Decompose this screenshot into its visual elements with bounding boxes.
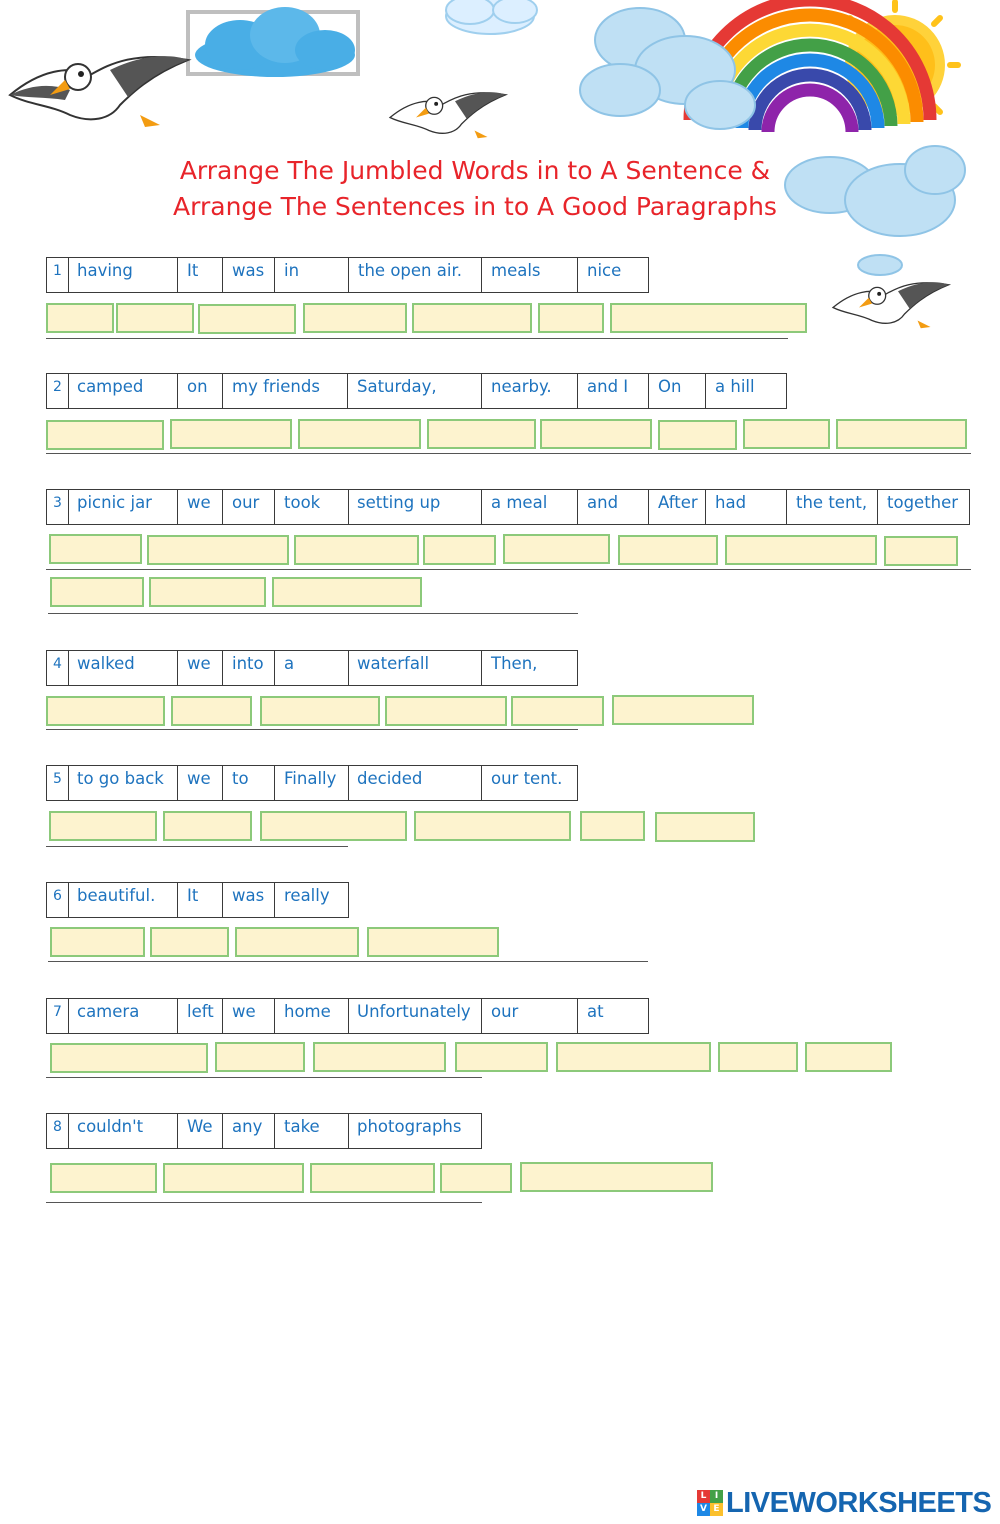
answer-drop-box[interactable] (520, 1162, 713, 1192)
jumbled-word[interactable]: and (578, 490, 649, 524)
answer-drop-box[interactable] (147, 535, 289, 565)
answer-drop-box[interactable] (580, 811, 645, 841)
jumbled-word[interactable]: in (275, 258, 349, 292)
jumbled-word[interactable]: on (178, 374, 223, 408)
jumbled-word[interactable]: at (587, 1002, 604, 1021)
jumbled-word[interactable]: we (178, 490, 223, 524)
logo-letter: E (710, 1503, 723, 1516)
logo-text: LIVEWORKSHEETS (726, 1486, 992, 1519)
word-bank-row-4 (46, 650, 578, 686)
jumbled-word[interactable]: photographs (357, 1117, 462, 1136)
jumbled-word[interactable]: my friends (223, 374, 348, 408)
jumbled-word[interactable]: Unfortunately (348, 999, 482, 1033)
word-bank-row-5 (46, 765, 578, 801)
answer-drop-box[interactable] (303, 303, 407, 333)
jumbled-word[interactable]: nearby. (482, 374, 578, 408)
jumbled-word[interactable]: waterfall (348, 651, 482, 685)
liveworksheets-logo (697, 1486, 991, 1520)
jumbled-word[interactable]: really (284, 886, 330, 905)
jumbled-word[interactable]: Saturday, (348, 374, 482, 408)
jumbled-word[interactable]: was (223, 883, 275, 917)
jumbled-word[interactable]: a hill (715, 377, 755, 396)
jumbled-word[interactable]: and I (578, 374, 649, 408)
answer-drop-box[interactable] (215, 1042, 305, 1072)
jumbled-word[interactable]: had (706, 490, 787, 524)
answer-drop-box[interactable] (655, 812, 755, 842)
answer-drop-box[interactable] (50, 577, 144, 607)
jumbled-word[interactable]: We (178, 1114, 223, 1148)
answer-underline (46, 569, 971, 570)
jumbled-word[interactable]: we (223, 999, 275, 1033)
answer-drop-box[interactable] (367, 927, 499, 957)
jumbled-word[interactable]: picnic jar (68, 490, 178, 524)
jumbled-word[interactable]: a (275, 651, 349, 685)
answer-underline (46, 453, 971, 454)
title-line-1: Arrange The Jumbled Words in to A Sentence & (179, 156, 771, 185)
row-number: 1 (47, 258, 69, 292)
row-number: 4 (47, 651, 69, 685)
jumbled-word[interactable]: setting up (348, 490, 482, 524)
word-bank-row-1 (46, 257, 649, 293)
answer-drop-box[interactable] (618, 535, 718, 565)
word-bank-row-7 (46, 998, 649, 1034)
answer-drop-box[interactable] (49, 534, 142, 564)
answer-drop-box[interactable] (46, 696, 165, 726)
answer-drop-box[interactable] (805, 1042, 892, 1072)
answer-drop-box[interactable] (511, 696, 604, 726)
answer-drop-box[interactable] (46, 303, 114, 333)
answer-drop-box[interactable] (718, 1042, 798, 1072)
answer-underline (46, 1077, 482, 1078)
answer-drop-box[interactable] (540, 419, 652, 449)
answer-drop-box[interactable] (260, 811, 407, 841)
answer-drop-box[interactable] (313, 1042, 446, 1072)
jumbled-word[interactable]: was (223, 258, 275, 292)
answer-underline (48, 961, 648, 962)
jumbled-word[interactable]: we (178, 651, 223, 685)
jumbled-word[interactable]: the tent, (787, 490, 878, 524)
answer-drop-box[interactable] (260, 696, 380, 726)
answer-underline (46, 846, 348, 847)
jumbled-word[interactable]: Finally (275, 766, 349, 800)
answer-drop-box[interactable] (46, 420, 164, 450)
logo-letter: V (697, 1503, 710, 1516)
answer-drop-box[interactable] (556, 1042, 711, 1072)
answer-drop-box[interactable] (412, 303, 532, 333)
answer-drop-box[interactable] (150, 927, 229, 957)
jumbled-word[interactable]: our (482, 999, 578, 1033)
jumbled-word[interactable]: to (223, 766, 275, 800)
answer-drop-box[interactable] (163, 811, 252, 841)
answer-drop-box[interactable] (414, 811, 571, 841)
jumbled-word[interactable]: It (178, 883, 223, 917)
answer-drop-box[interactable] (235, 927, 359, 957)
logo-letter: L (697, 1490, 710, 1503)
jumbled-word[interactable]: After (649, 490, 706, 524)
jumbled-word[interactable]: couldn't (68, 1114, 178, 1148)
answer-drop-box[interactable] (423, 535, 496, 565)
answer-underline (48, 613, 578, 614)
jumbled-word[interactable]: home (275, 999, 349, 1033)
jumbled-word[interactable]: On (649, 374, 706, 408)
jumbled-word[interactable]: Then, (491, 654, 538, 673)
answer-drop-box[interactable] (610, 303, 807, 333)
answer-drop-box[interactable] (298, 419, 421, 449)
answer-drop-box[interactable] (440, 1163, 512, 1193)
answer-underline (46, 729, 578, 730)
jumbled-word[interactable]: took (275, 490, 349, 524)
answer-underline (46, 1202, 482, 1203)
title-line-2: Arrange The Sentences in to A Good Paragraphs (173, 192, 777, 221)
answer-underline (46, 338, 788, 339)
answer-drop-box[interactable] (50, 927, 145, 957)
answer-drop-box[interactable] (427, 419, 536, 449)
answer-drop-box[interactable] (149, 577, 266, 607)
jumbled-word[interactable]: any (223, 1114, 275, 1148)
answer-drop-box[interactable] (503, 534, 610, 564)
answer-drop-box[interactable] (50, 1163, 157, 1193)
answer-drop-box[interactable] (49, 811, 157, 841)
jumbled-word[interactable]: It (178, 258, 223, 292)
answer-drop-box[interactable] (884, 536, 958, 566)
answer-drop-box[interactable] (836, 419, 967, 449)
jumbled-word[interactable]: our (223, 490, 275, 524)
jumbled-word[interactable]: walked (68, 651, 178, 685)
jumbled-word[interactable]: we (178, 766, 223, 800)
jumbled-word[interactable]: nice (587, 261, 622, 280)
answer-drop-box[interactable] (455, 1042, 548, 1072)
jumbled-word[interactable]: meals (482, 258, 578, 292)
word-bank-row-6 (46, 882, 349, 918)
answer-drop-box[interactable] (385, 696, 507, 726)
jumbled-word[interactable]: left (178, 999, 223, 1033)
row-number: 3 (47, 490, 69, 524)
jumbled-word[interactable]: camped (68, 374, 178, 408)
row-number: 6 (47, 883, 69, 917)
row-number: 5 (47, 766, 69, 800)
jumbled-word[interactable]: a meal (482, 490, 578, 524)
jumbled-word[interactable]: together (887, 493, 959, 512)
jumbled-word[interactable]: beautiful. (68, 883, 178, 917)
jumbled-word[interactable]: to go back (68, 766, 178, 800)
logo-mark-icon (697, 1490, 723, 1516)
word-bank-row-2 (46, 373, 787, 409)
word-bank-row-3 (46, 489, 970, 525)
jumbled-word[interactable]: camera (68, 999, 178, 1033)
answer-drop-box[interactable] (294, 535, 419, 565)
word-bank-row-8 (46, 1113, 482, 1149)
answer-drop-box[interactable] (50, 1043, 208, 1073)
answer-drop-box[interactable] (198, 304, 296, 334)
answer-drop-box[interactable] (725, 535, 877, 565)
row-number: 8 (47, 1114, 69, 1148)
answer-drop-box[interactable] (116, 303, 194, 333)
jumbled-word[interactable]: our tent. (491, 769, 563, 788)
answer-drop-box[interactable] (310, 1163, 435, 1193)
jumbled-word[interactable]: take (275, 1114, 349, 1148)
answer-drop-box[interactable] (658, 420, 737, 450)
answer-drop-box[interactable] (272, 577, 422, 607)
row-number: 2 (47, 374, 69, 408)
answer-drop-box[interactable] (163, 1163, 304, 1193)
answer-drop-box[interactable] (612, 695, 754, 725)
jumbled-word[interactable]: into (223, 651, 275, 685)
jumbled-word[interactable]: having (68, 258, 178, 292)
jumbled-word[interactable]: decided (348, 766, 482, 800)
answer-drop-box[interactable] (171, 696, 252, 726)
answer-drop-box[interactable] (538, 303, 604, 333)
row-number: 7 (47, 999, 69, 1033)
answer-drop-box[interactable] (743, 419, 830, 449)
jumbled-word[interactable]: the open air. (349, 258, 482, 292)
logo-letter: I (710, 1490, 723, 1503)
answer-drop-box[interactable] (170, 419, 292, 449)
